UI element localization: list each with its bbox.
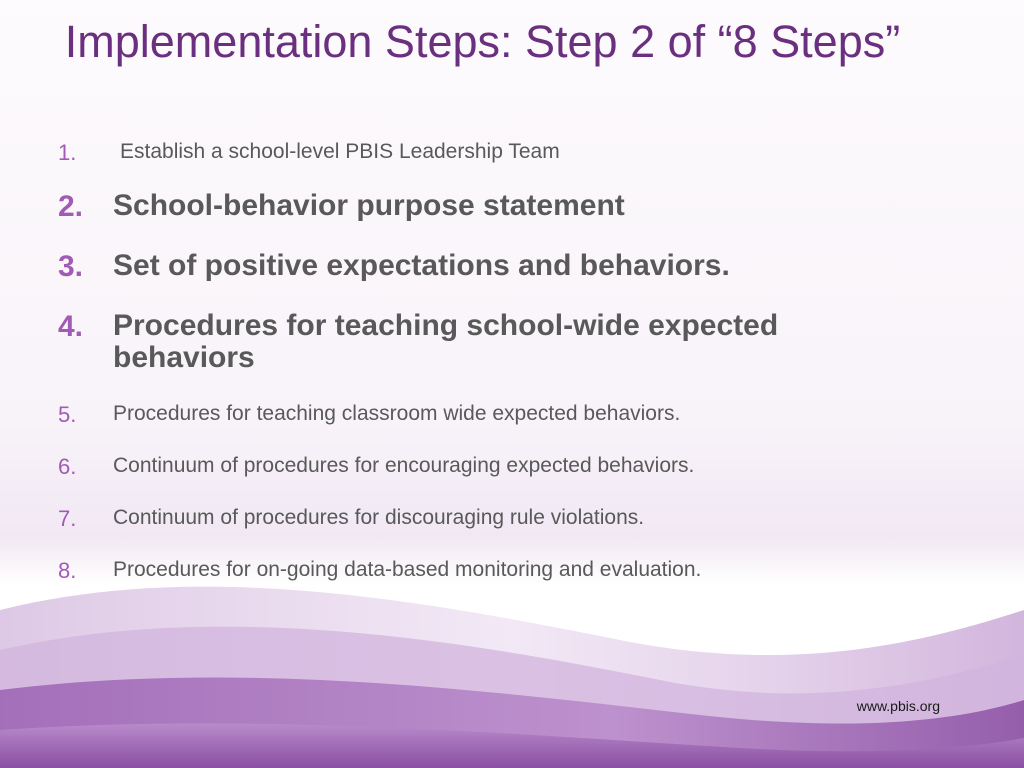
slide-title: Implementation Steps: Step 2 of “8 Steps”: [64, 16, 901, 67]
step-number: 8.: [58, 558, 77, 583]
step-text: School-behavior purpose statement: [113, 189, 625, 222]
step-number: 4.: [58, 310, 84, 343]
step-text: Procedures for on-going data-based monitoring and evaluation.: [113, 558, 702, 581]
step-text: Continuum of procedures for encouraging expected behaviors.: [113, 454, 695, 477]
step-number: 1.: [58, 140, 77, 165]
step-number: 2.: [58, 190, 84, 223]
step-number: 6.: [58, 454, 77, 479]
step-number: 5.: [58, 402, 77, 427]
step-number: 7.: [58, 506, 77, 531]
step-number: 3.: [58, 250, 84, 283]
footer-url: www.pbis.org: [856, 698, 940, 714]
step-text: Procedures for teaching classroom wide expected behaviors.: [113, 402, 681, 425]
step-text: Establish a school-level PBIS Leadership Team: [120, 140, 560, 163]
step-text: Continuum of procedures for discouraging rule violations.: [113, 506, 645, 529]
step-text: Set of positive expectations and behaviors.: [113, 249, 730, 282]
step-text: Procedures for teaching school-wide expected behaviors: [113, 309, 779, 374]
